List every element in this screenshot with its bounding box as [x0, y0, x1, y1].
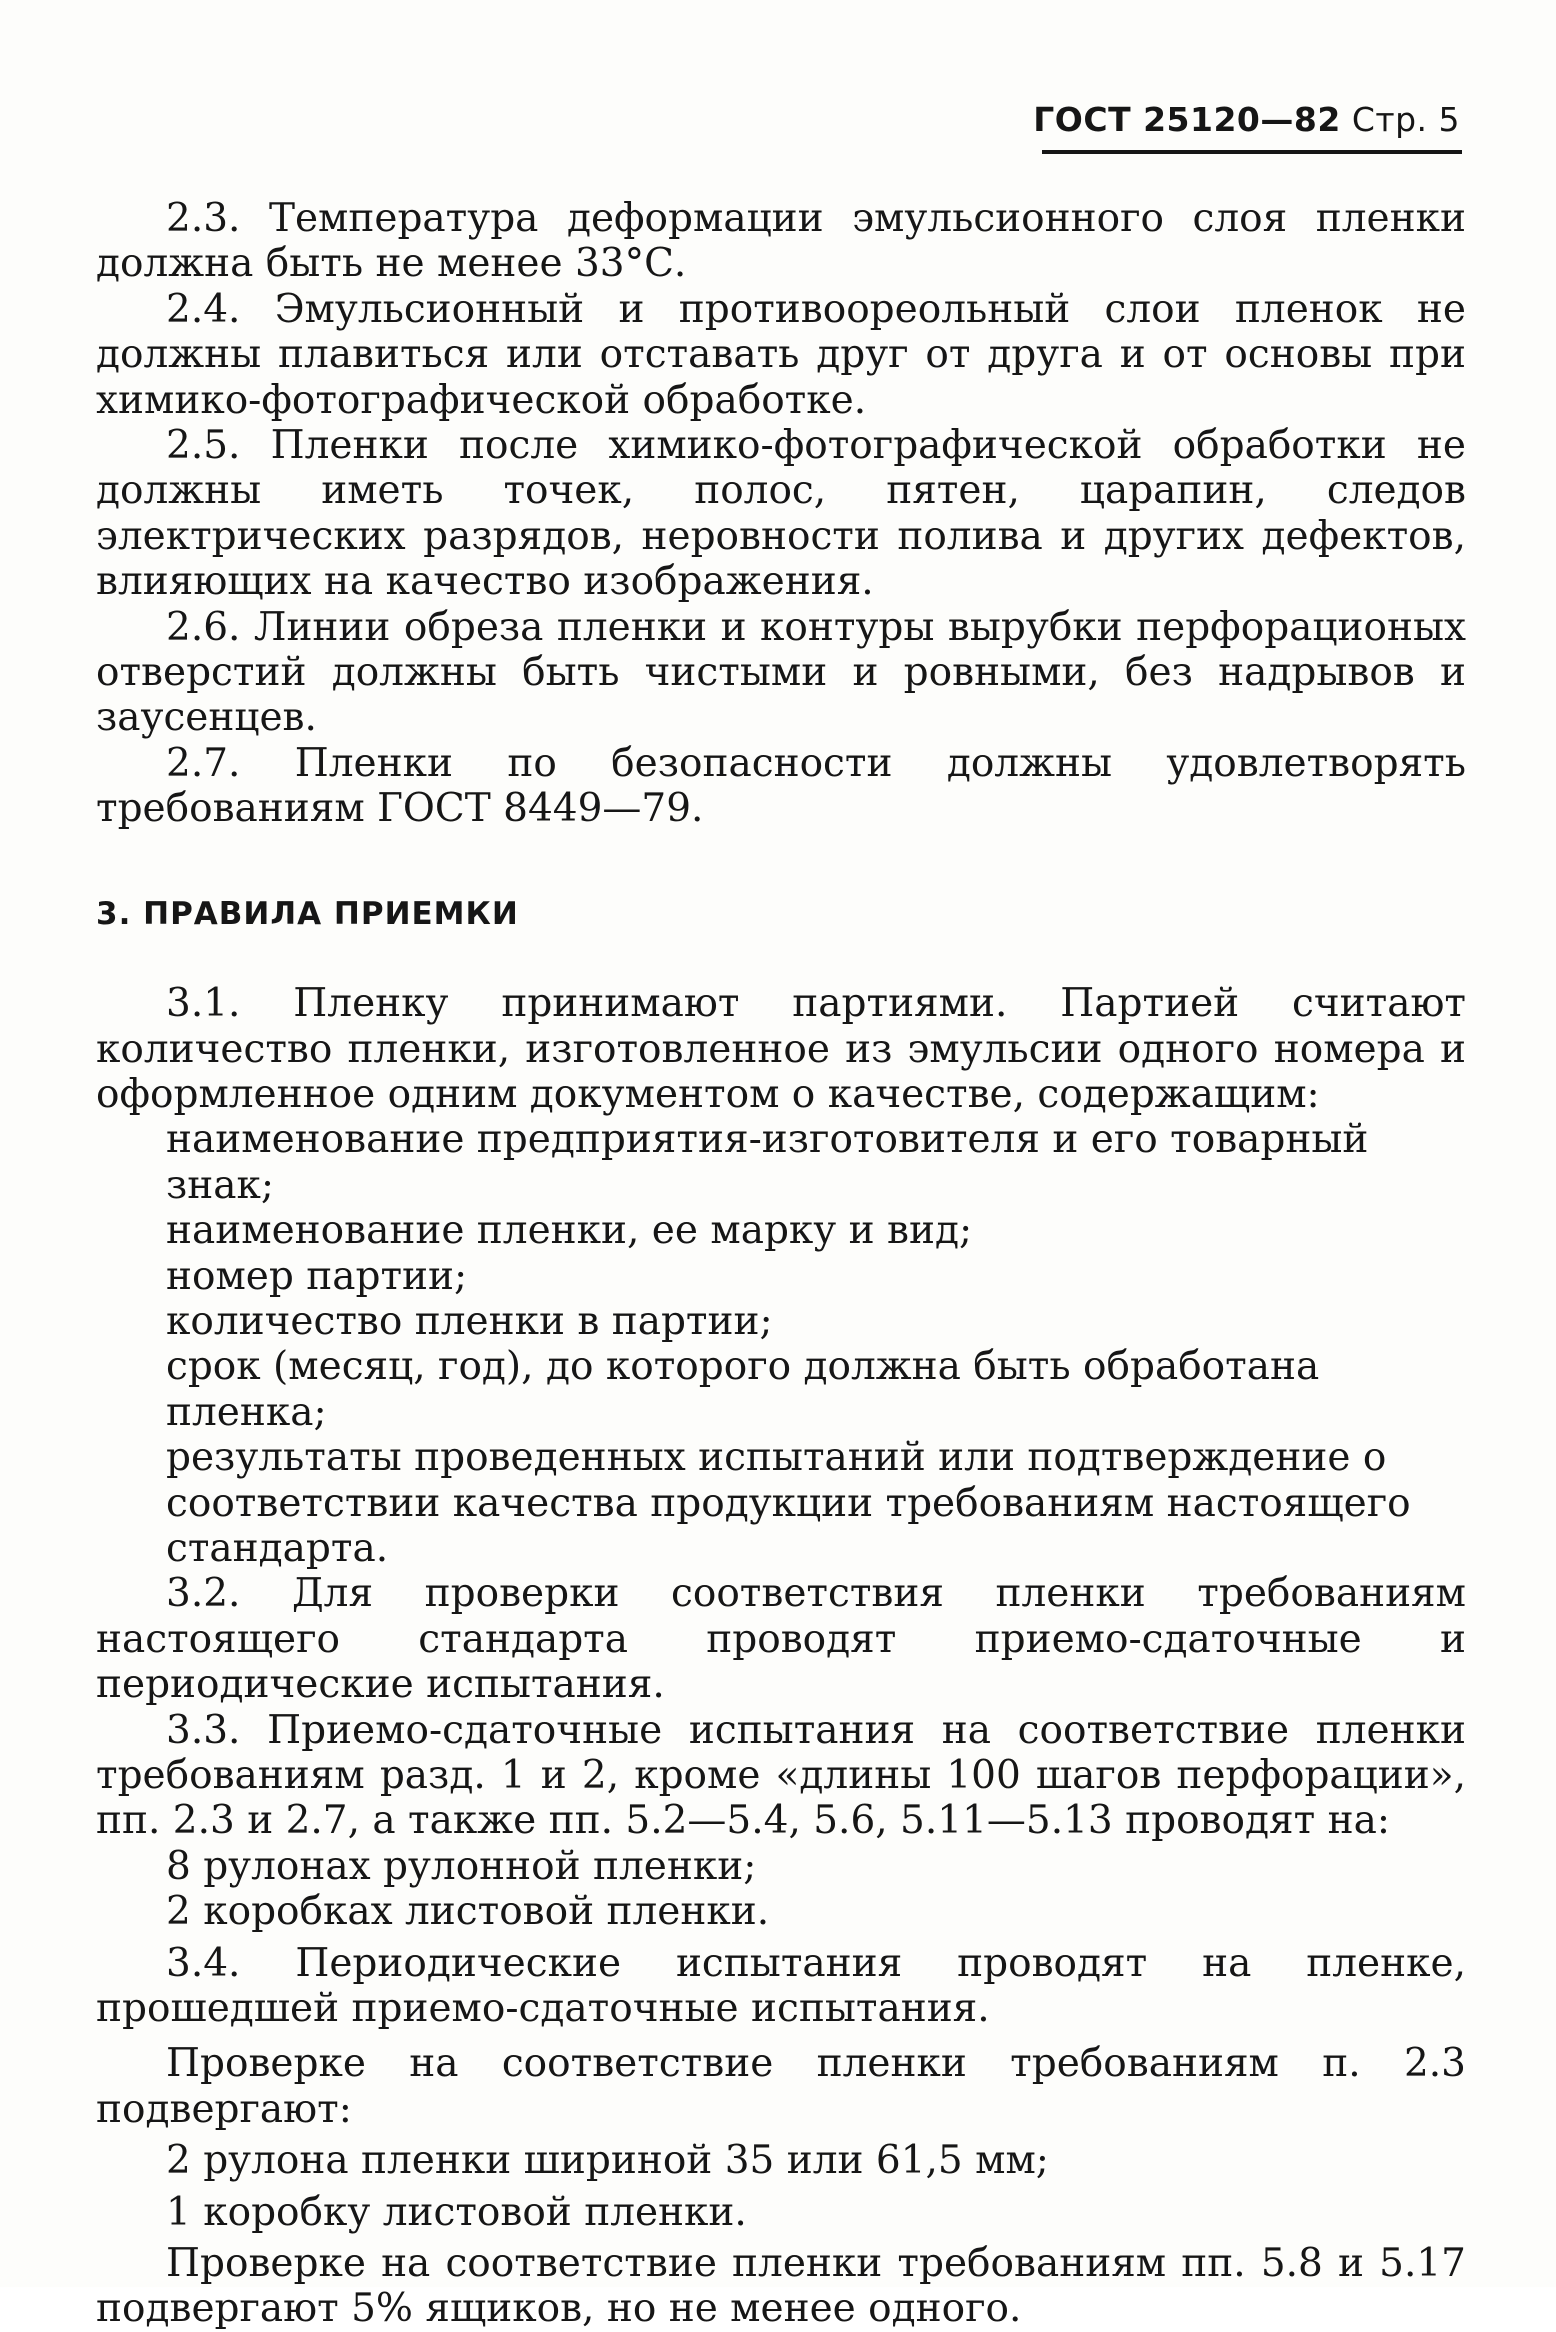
- list-item: результаты проведенных испытаний или подтверждение о соответствии качества продукции требованиям настоящего стандарта.: [166, 1435, 1411, 1571]
- list-item: количество пленки в партии;: [166, 1298, 773, 1344]
- paragraph-2-5: 2.5. Пленки после химико-фотографической обработки не должны иметь точек, полос, пятен, царапин, следов электрических разрядов, неровности полива и других дефектов, влияющих на качество изображения.: [96, 423, 1466, 605]
- paragraph-2-3: 2.3. Температура деформации эмульсионного слоя пленки должна быть не менее 33°С.: [96, 196, 1466, 287]
- list-item: номер партии;: [166, 1253, 468, 1299]
- paragraph-2-7: 2.7. Пленки по безопасности должны удовлетворять требованиям ГОСТ 8449—79.: [96, 740, 1466, 832]
- paragraph-3-4: 3.4. Периодические испытания проводят на пленке, прошедшей приемо-сдаточные испытания.: [96, 1940, 1466, 2032]
- paragraph-2-6: 2.6. Линии обреза пленки и контуры вырубки перфорационых отверстий должны быть чистыми и ровными, без надрывов и заусенцев.: [96, 604, 1466, 741]
- list-item: 2 коробках листовой пленки.: [166, 1889, 770, 1935]
- paragraph-3-3: 3.3. Приемо-сдаточные испытания на соответствие пленки требованиям разд. 1 и 2, кроме «длины 100 шагов перфорации», пп. 2.3 и 2.7, а также пп. 5.2—5.4, 5.6, 5.11—5.13 проводят на:: [96, 1707, 1466, 1844]
- list-item: 8 рулонах рулонной пленки;: [166, 1843, 757, 1889]
- section-title: 3. ПРАВИЛА ПРИЕМКИ: [96, 895, 519, 932]
- paragraph-check-5-8: Проверке на соответствие пленки требованиям пп. 5.8 и 5.17 подвергают 5% ящиков, но не менее одного.: [96, 2241, 1466, 2332]
- list-item: наименование предприятия-изготовителя и его товарный знак;: [166, 1117, 1369, 1208]
- page-header: [1033, 100, 1460, 145]
- paragraph-check-2-3: Проверке на соответствие пленки требованиям п. 2.3 подвергают:: [96, 2041, 1466, 2132]
- header-rule: [1042, 150, 1462, 154]
- paragraph-3-2: 3.2. Для проверки соответствия пленки требованиям настоящего стандарта проводят приемо-сдаточные и периодические испытания.: [96, 1571, 1466, 1708]
- list-item: срок (месяц, год), до которого должна быть обработана пленка;: [166, 1344, 1320, 1435]
- header-page-label: Стр. 5: [1351, 100, 1460, 139]
- list-item: 1 коробку листовой пленки.: [166, 2189, 747, 2235]
- paragraph-3-1: 3.1. Пленку принимают партиями. Партией считают количество пленки, изготовленное из эмульсии одного номера и оформленное одним документом о качестве, содержащим:: [96, 981, 1466, 1117]
- document-body: [96, 196, 1466, 2332]
- list-item: 2 рулона пленки шириной 35 или 61,5 мм;: [166, 2138, 1049, 2184]
- list-item: наименование пленки, ее марку и вид;: [166, 1208, 973, 1254]
- paragraph-2-4: 2.4. Эмульсионный и противоореольный слои пленок не должны плавиться или отставать друг от друга и от основы при химико-фотографической обработке.: [96, 286, 1466, 423]
- header-doc-number: ГОСТ 25120—82: [1033, 100, 1341, 139]
